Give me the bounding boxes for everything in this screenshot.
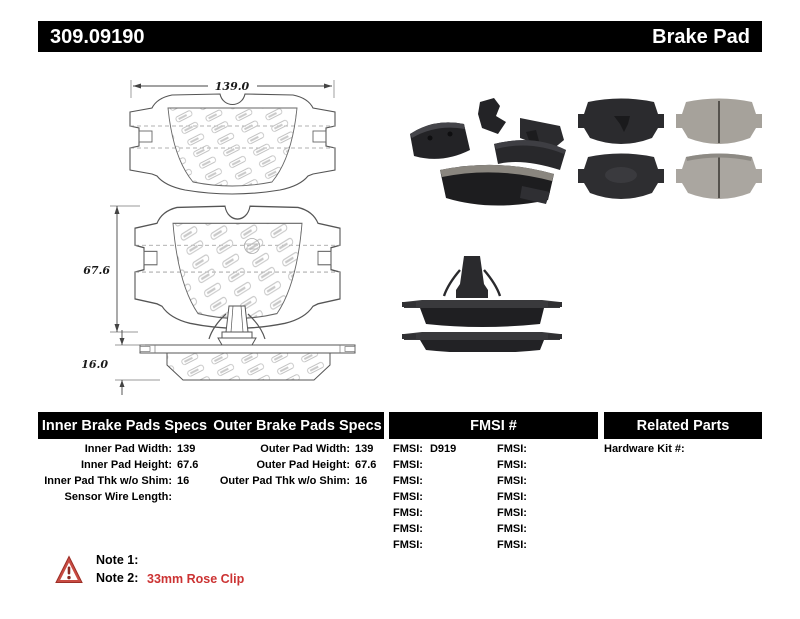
note1-label: Note 1: <box>96 553 139 567</box>
related-row: Hardware Kit #: <box>604 443 685 455</box>
related-parts-header: Related Parts <box>604 412 762 439</box>
spec-row: Inner Pad Thk w/o Shim: 16 <box>44 475 190 487</box>
spec-row: Inner Pad Height: 67.6 <box>80 459 199 471</box>
technical-drawing <box>60 68 370 398</box>
pad-front-view-2 <box>83 206 340 332</box>
fmsi-row: FMSI: <box>497 459 527 471</box>
fmsi-row: FMSI: <box>497 475 527 487</box>
fmsi-row: FMSI: <box>393 475 423 487</box>
fmsi-row: FMSI: <box>393 491 423 503</box>
inner-specs-column <box>36 441 198 505</box>
spec-row: Outer Pad Width: 139 <box>260 443 374 455</box>
fmsi-row: FMSI: <box>497 507 527 519</box>
related-parts-column <box>604 441 690 457</box>
specs-header-bar <box>38 412 384 439</box>
fmsi-row: FMSI: <box>393 523 423 535</box>
title-bar <box>38 21 762 52</box>
spec-row: Outer Pad Height: 67.6 <box>256 459 377 471</box>
spec-row: Sensor Wire Length: <box>64 491 172 503</box>
product-photo-side-view <box>402 250 562 352</box>
height-dimension: 67.6 <box>83 264 110 277</box>
page-title: Brake Pad <box>652 25 750 48</box>
fmsi-row: FMSI: <box>497 523 527 535</box>
outer-specs-column <box>212 441 376 489</box>
fmsi-row: FMSI: <box>393 507 423 519</box>
note2-value: 33mm Rose Clip <box>147 572 245 586</box>
part-number: 309.09190 <box>50 25 145 48</box>
product-photo-angled-pads <box>402 92 570 214</box>
fmsi-row: FMSI: <box>497 491 527 503</box>
outer-specs-header: Outer Brake Pads Specs <box>213 417 382 434</box>
fmsi-row: FMSI: <box>497 539 527 551</box>
pad-side-view <box>81 330 355 395</box>
fmsi-header: FMSI # <box>389 412 598 439</box>
fmsi-right-column <box>497 441 534 553</box>
note2-label: Note 2: <box>96 571 139 585</box>
spec-row: Outer Pad Thk w/o Shim: 16 <box>219 475 368 487</box>
inner-specs-header: Inner Brake Pads Specs <box>41 417 208 434</box>
warning-icon <box>55 555 83 585</box>
fmsi-row: FMSI: <box>497 443 527 455</box>
fmsi-row: FMSI: D919 <box>393 443 457 455</box>
thickness-dimension: 16.0 <box>81 358 108 371</box>
spec-row: Inner Pad Width: 139 <box>84 443 196 455</box>
fmsi-left-column <box>393 441 456 553</box>
fmsi-row: FMSI: <box>393 539 423 551</box>
fmsi-row: FMSI: <box>393 459 423 471</box>
product-photo-pad-set <box>575 95 765 205</box>
pad-front-view <box>130 80 335 194</box>
width-dimension: 139.0 <box>214 80 250 93</box>
